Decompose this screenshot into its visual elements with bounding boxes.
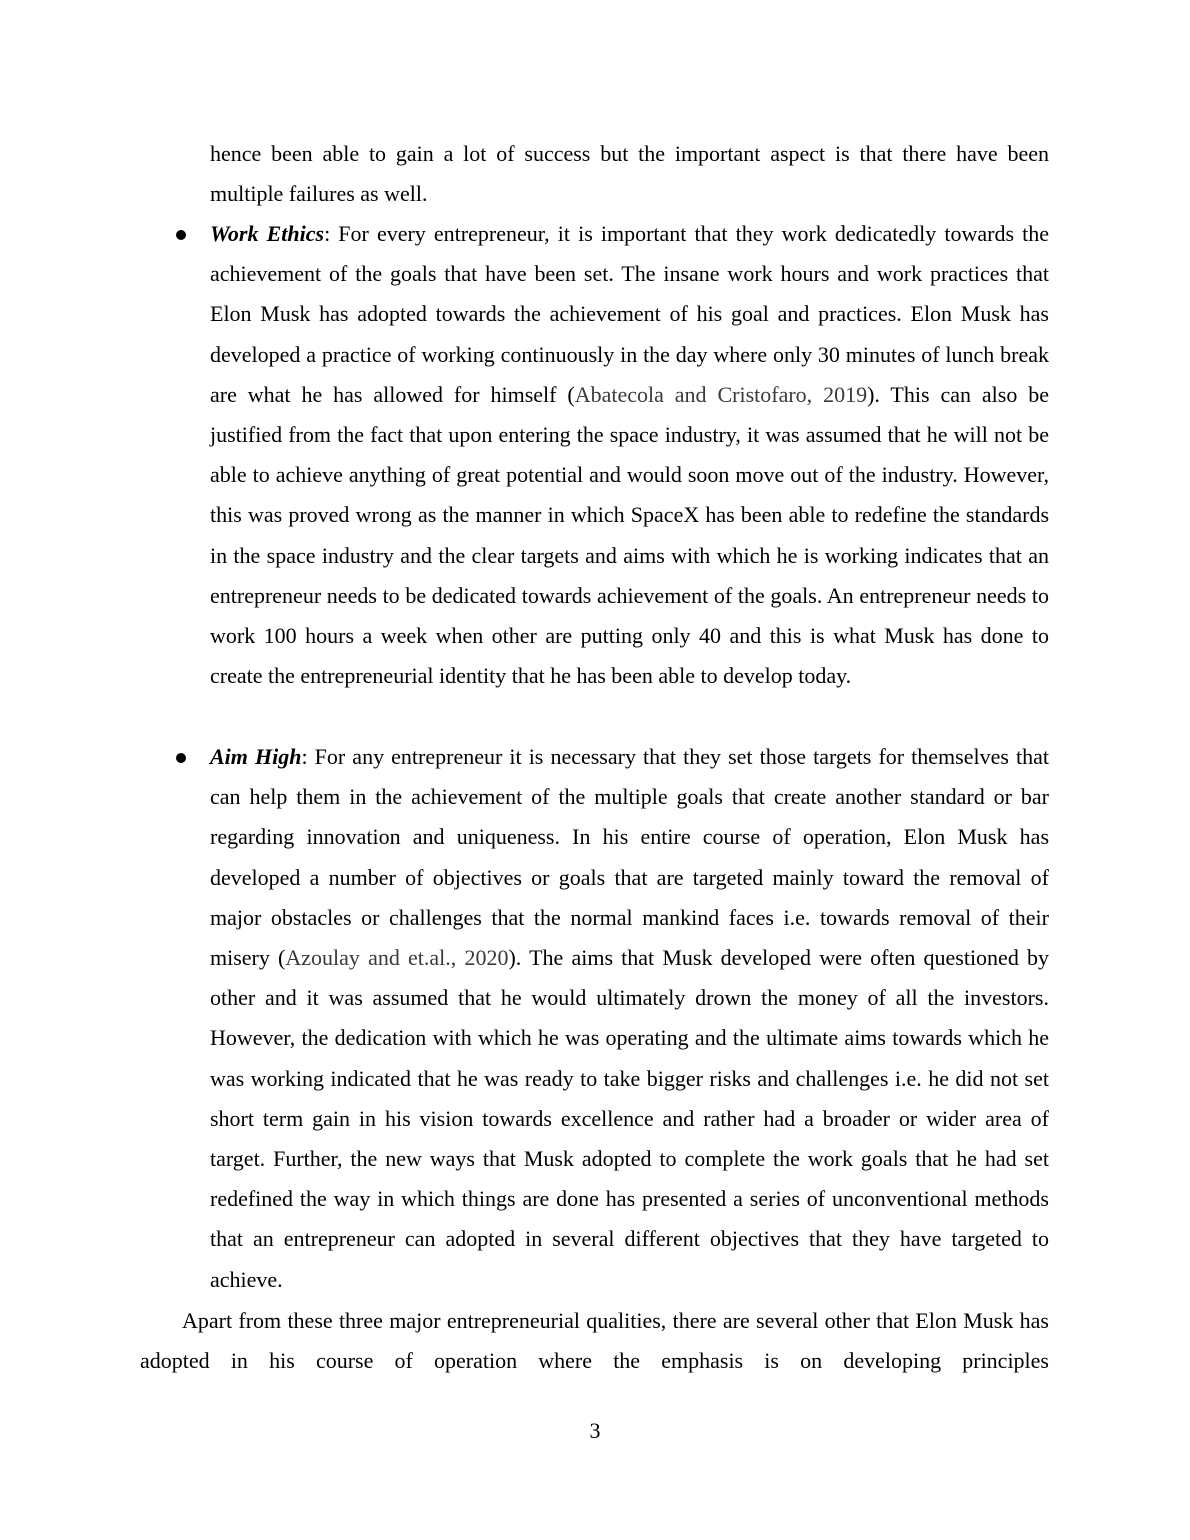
bullet-term-work-ethics: Work Ethics: [210, 221, 325, 246]
bullet-continuation-text: hence been able to gain a lot of success but the important aspect is that there have been multiple failures as well.: [210, 141, 1049, 207]
bullet-colon: :: [301, 744, 308, 769]
bullet-text-before-citation: For any entrepreneur it is necessary that they set those targets for themselves that can help them in the achievement of the multiple goals that create another standard or bar regarding innovation and uniqueness. In his entire course of operation, Elon Musk has developed a number of objectives or goals that are targeted mainly toward the removal of major obstacles or challenges that the normal mankind faces i.e. towards removal of their misery (: [210, 744, 1050, 971]
citation-azoulay: Azoulay and et.al., 2020: [285, 945, 509, 971]
bullet-dot-icon: [176, 753, 186, 763]
bullet-dot-icon: [176, 230, 186, 240]
bullet-text-before-citation: For every entrepreneur, it is important that they work dedicatedly towards the achievement of the goals that have been set. The insane work hours and work practices that Elon Musk has adopted towards the achievement of his goal and practices. Elon Musk has developed a practice of working continuously in the day where only 30 minutes of lunch break are what he has allowed for himself (: [210, 221, 1049, 407]
citation-abatecola: Abatecola and Cristofaro, 2019: [574, 381, 868, 407]
page-number: 3: [589, 1418, 601, 1443]
bullet-text-after-citation: ). This can also be justified from the fact that upon entering the space industry, it was assumed that he will not be able to achieve anything of great potential and would soon move out of the industry. However, this was proved wrong as the manner in which SpaceX has been able to redefine the standards in the space industry and the clear targets and aims with which he is working indicates that an entrepreneur needs to be dedicated towards achievement of the goals. An entrepreneur needs to work 100 hours a week when other are putting only 40 and this is what Musk has done to create the entrepreneurial identity that he has been able to develop today.: [210, 381, 1049, 689]
bullet-colon: :: [324, 221, 331, 246]
bullet-aim-high: [210, 737, 1049, 1300]
bullet-text-after-citation: ). The aims that Musk developed were often questioned by other and it was assumed that he would ultimately drown the money of all the investors. However, the dedication with which he was operating and the ultimate aims towards which he was working indicated that he was ready to take bigger risks and challenges i.e. he did not set short term gain in his vision towards excellence and rather had a broader or wider area of target. Further, the new ways that Musk adopted to complete the work goals that he had set redefined the way in which things are done has presented a series of unconventional methods that an entrepreneur can adopted in several different objectives that they have targeted to achieve.: [210, 945, 1050, 1292]
bullet-work-ethics: [210, 214, 1049, 696]
bullet-term-aim-high: Aim High: [210, 744, 302, 769]
closing-paragraph: Apart from these three major entrepreneurial qualities, there are several other that Elon Musk has adopted in his course of operation where the emphasis is on developing principles: [140, 1308, 1049, 1374]
